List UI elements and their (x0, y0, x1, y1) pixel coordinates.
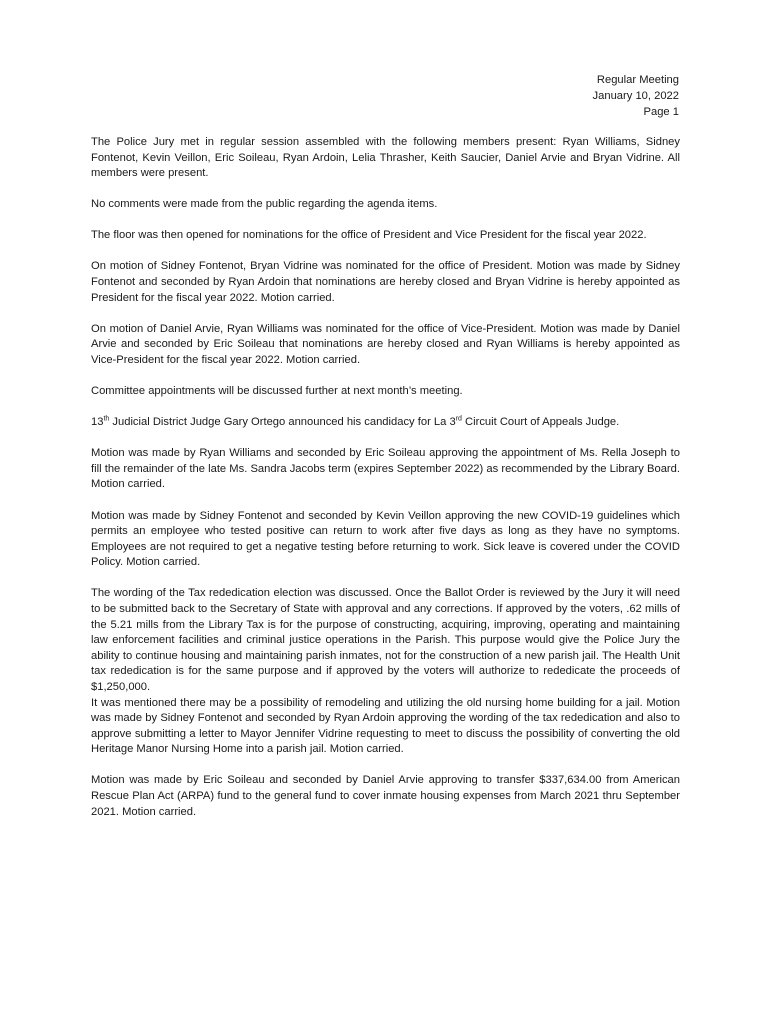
paragraph-committee-appointments: Committee appointments will be discussed further at next month’s meeting. (91, 385, 463, 398)
paragraph-arpa-transfer: Motion was made by Eric Soileau and seconded by Daniel Arvie approving to transfer $337,634.00 from American Rescue Plan Act (ARPA) fund to the general fund to cover inmate housing expenses from March 2021 thru September 2021. Motion carried. (91, 774, 680, 818)
paragraph-tax-rededication: The wording of the Tax rededication election was discussed. Once the Ballot Order is reviewed by the Jury it will need to be submitted back to the Secretary of State with approval and any corrections. If approved by the voters, .62 mills of the 5.21 mills from the Library Tax is for the purpose of constructing, acquiring, improving, operating and maintaining law enforcement facilities and criminal justice operations in the Parish. This purpose would give the Police Jury the ability to continue housing and maintaining parish inmates, not for the construction of a new parish jail. The Health Unit tax rededication is for the same purpose and if approved by the voters will authorize to rededicate the proceeds of $1,250,000. (91, 587, 680, 693)
paragraph-attendance: The Police Jury met in regular session assembled with the following members present: Ryan Williams, Sidney Fontenot, Kevin Veillon, Eric Soileau, Ryan Ardoin, Lelia Thrasher, Keith Saucier, Daniel Arvie and Bryan Vidrine. All members were present. (91, 136, 680, 180)
paragraph-library-board-appointment: Motion was made by Ryan Williams and seconded by Eric Soileau approving the appointment of Ms. Rella Joseph to fill the remainder of the late Ms. Sandra Jacobs term (expires September 2022) as recommended by the Library Board. Motion carried. (91, 447, 680, 491)
candidacy-text: Circuit Court of Appeals Judge. (461, 416, 620, 429)
paragraph-president-election: On motion of Sidney Fontenot, Bryan Vidrine was nominated for the office of President. Motion was made by Sidney Fontenot and seconded by Ryan Ardoin that nominations are hereby closed and Bryan Vidrine is hereby appointed as President for the fiscal year 2022. Motion carried. (91, 260, 680, 304)
paragraph-vice-president-election: On motion of Daniel Arvie, Ryan Williams was nominated for the office of Vice-President. Motion was made by Daniel Arvie and seconded by Eric Soileau that nominations are hereby closed and Ryan Williams is hereby appointed as Vice-President for the fiscal year 2022. Motion carried. (91, 322, 680, 366)
ordinal-number: 3 (449, 416, 456, 429)
paragraph-public-comments: No comments were made from the public regarding the agenda items. (91, 198, 438, 211)
meeting-date: January 10, 2022 (592, 90, 679, 102)
meeting-type: Regular Meeting (596, 74, 679, 86)
paragraph-nursing-home-jail: It was mentioned there may be a possibility of remodeling and utilizing the old nursing home building for a jail. Motion was made by Sidney Fontenot and seconded by Ryan Ardoin approving the wording of the tax rededication and also to approve submitting a letter to Mayor Jennifer Vidrine requesting to meet to discuss the possibility of converting the old Heritage Manor Nursing Home into a parish jail. Motion carried. (91, 696, 680, 756)
ordinal-suffix: rd (455, 415, 462, 423)
page-header (593, 72, 679, 120)
page-number: Page 1 (643, 106, 679, 118)
candidacy-text: Judicial District Judge Gary Ortego announced his candidacy for La (109, 416, 450, 429)
ordinal-number: 13 (91, 416, 104, 429)
paragraph-covid-guidelines: Motion was made by Sidney Fontenot and seconded by Kevin Veillon approving the new COVID-19 guidelines which permits an employee who tested positive can return to work after five days as long as they have no symptoms. Employees are not required to get a negative testing before returning to work. Sick leave is covered under the COVID Policy. Motion carried. (91, 509, 680, 569)
ordinal-suffix: th (103, 415, 110, 423)
paragraph-nominations-opened: The floor was then opened for nominations for the office of President and Vice President for the fiscal year 2022. (91, 229, 647, 242)
minutes-body (91, 135, 680, 836)
paragraph-judge-candidacy (91, 415, 680, 431)
